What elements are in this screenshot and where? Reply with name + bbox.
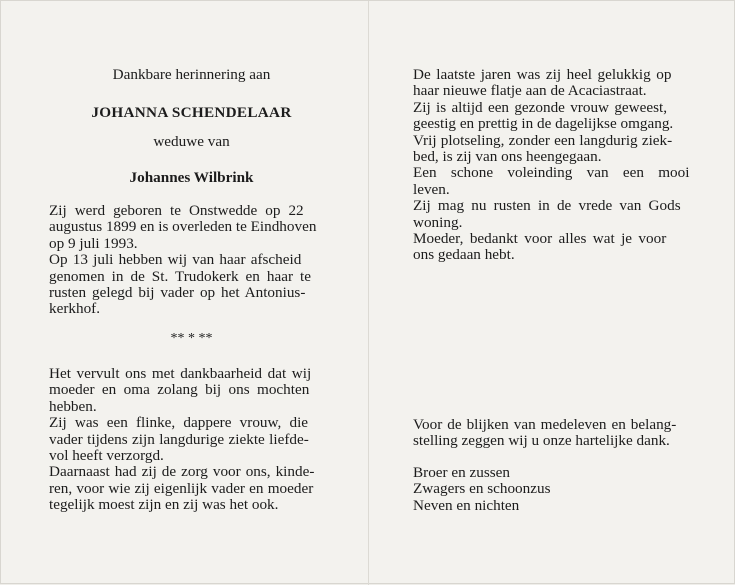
relation-line: weduwe van <box>153 133 230 150</box>
tribute-line: Het vervult ons met dankbaarheid dat wij <box>49 365 312 382</box>
thanks-line: Voor de blijken van medeleven en belang- <box>413 416 677 433</box>
card-fold <box>368 1 369 585</box>
closing-line: bed, is zij van ons heengegaan. <box>413 148 602 166</box>
intro-line: Dankbare herinnering aan <box>112 66 271 83</box>
bio-line: Op 13 juli hebben wij van haar afscheid <box>49 251 302 269</box>
closing-line: leven. <box>413 180 450 198</box>
thanks-paragraph <box>413 417 703 450</box>
closing-line: Zij mag nu rusten in de vrede van Gods <box>413 197 681 215</box>
tribute-line: moeder en oma zolang bij ons mochten <box>49 381 310 399</box>
tribute-line: vol heeft verzorgd. <box>49 447 164 465</box>
thanks-line: stelling zeggen wij u onze hartelijke dank. <box>413 432 670 450</box>
tribute-line: ren, voor wie zij eigenlijk vader en moeder <box>49 479 314 497</box>
tribute-line: tegelijk moest zijn en zij was het ook. <box>49 496 279 514</box>
closing-line: De laatste jaren was zij heel gelukkig op <box>413 66 672 83</box>
bio-line: Zij werd geboren te Onstwedde op 22 <box>49 202 304 219</box>
closing-line: ons gedaan hebt. <box>413 246 515 264</box>
closing-line: woning. <box>413 213 463 231</box>
deceased-name: JOHANNA SCHENDELAAR <box>91 104 292 121</box>
closing-line: haar nieuwe flatje aan de Acaciastraat. <box>413 82 647 100</box>
tribute-line: Zij was een flinke, dappere vrouw, die <box>49 414 309 432</box>
tribute-paragraph <box>49 366 334 514</box>
bio-line: augustus 1899 en is overleden te Eindhoven <box>49 218 317 236</box>
bio-line: op 9 juli 1993. <box>49 234 138 252</box>
closing-paragraph <box>413 67 703 264</box>
tribute-line: hebben. <box>49 397 97 415</box>
bio-paragraph <box>49 203 334 318</box>
spouse-name: Johannes Wilbrink <box>129 169 254 186</box>
closing-line: Een schone voleinding van een mooi <box>413 164 690 182</box>
closing-line: geestig en prettig in de dagelijkse omgang. <box>413 115 674 133</box>
family-line: Zwagers en schoonzus <box>413 480 551 498</box>
bio-line: genomen in de St. Trudokerk en haar te <box>49 267 311 285</box>
family-line: Broer en zussen <box>413 464 510 481</box>
closing-line: Moeder, bedankt voor alles wat je voor <box>413 230 667 248</box>
tribute-line: Daarnaast had zij de zorg voor ons, kinde- <box>49 463 315 481</box>
family-signature <box>413 465 703 514</box>
tribute-line: vader tijdens zijn langdurige ziekte liefde- <box>49 430 309 448</box>
closing-line: Vrij plotseling, zonder een langdurig ziek- <box>413 131 673 149</box>
closing-line: Zij is altijd een gezonde vrouw geweest, <box>413 98 668 116</box>
bio-line: kerkhof. <box>49 300 101 318</box>
family-line: Neven en nichten <box>413 496 520 514</box>
bio-line: rusten gelegd bij vader op het Antonius- <box>49 284 306 302</box>
separator: ** * ** <box>170 331 213 346</box>
